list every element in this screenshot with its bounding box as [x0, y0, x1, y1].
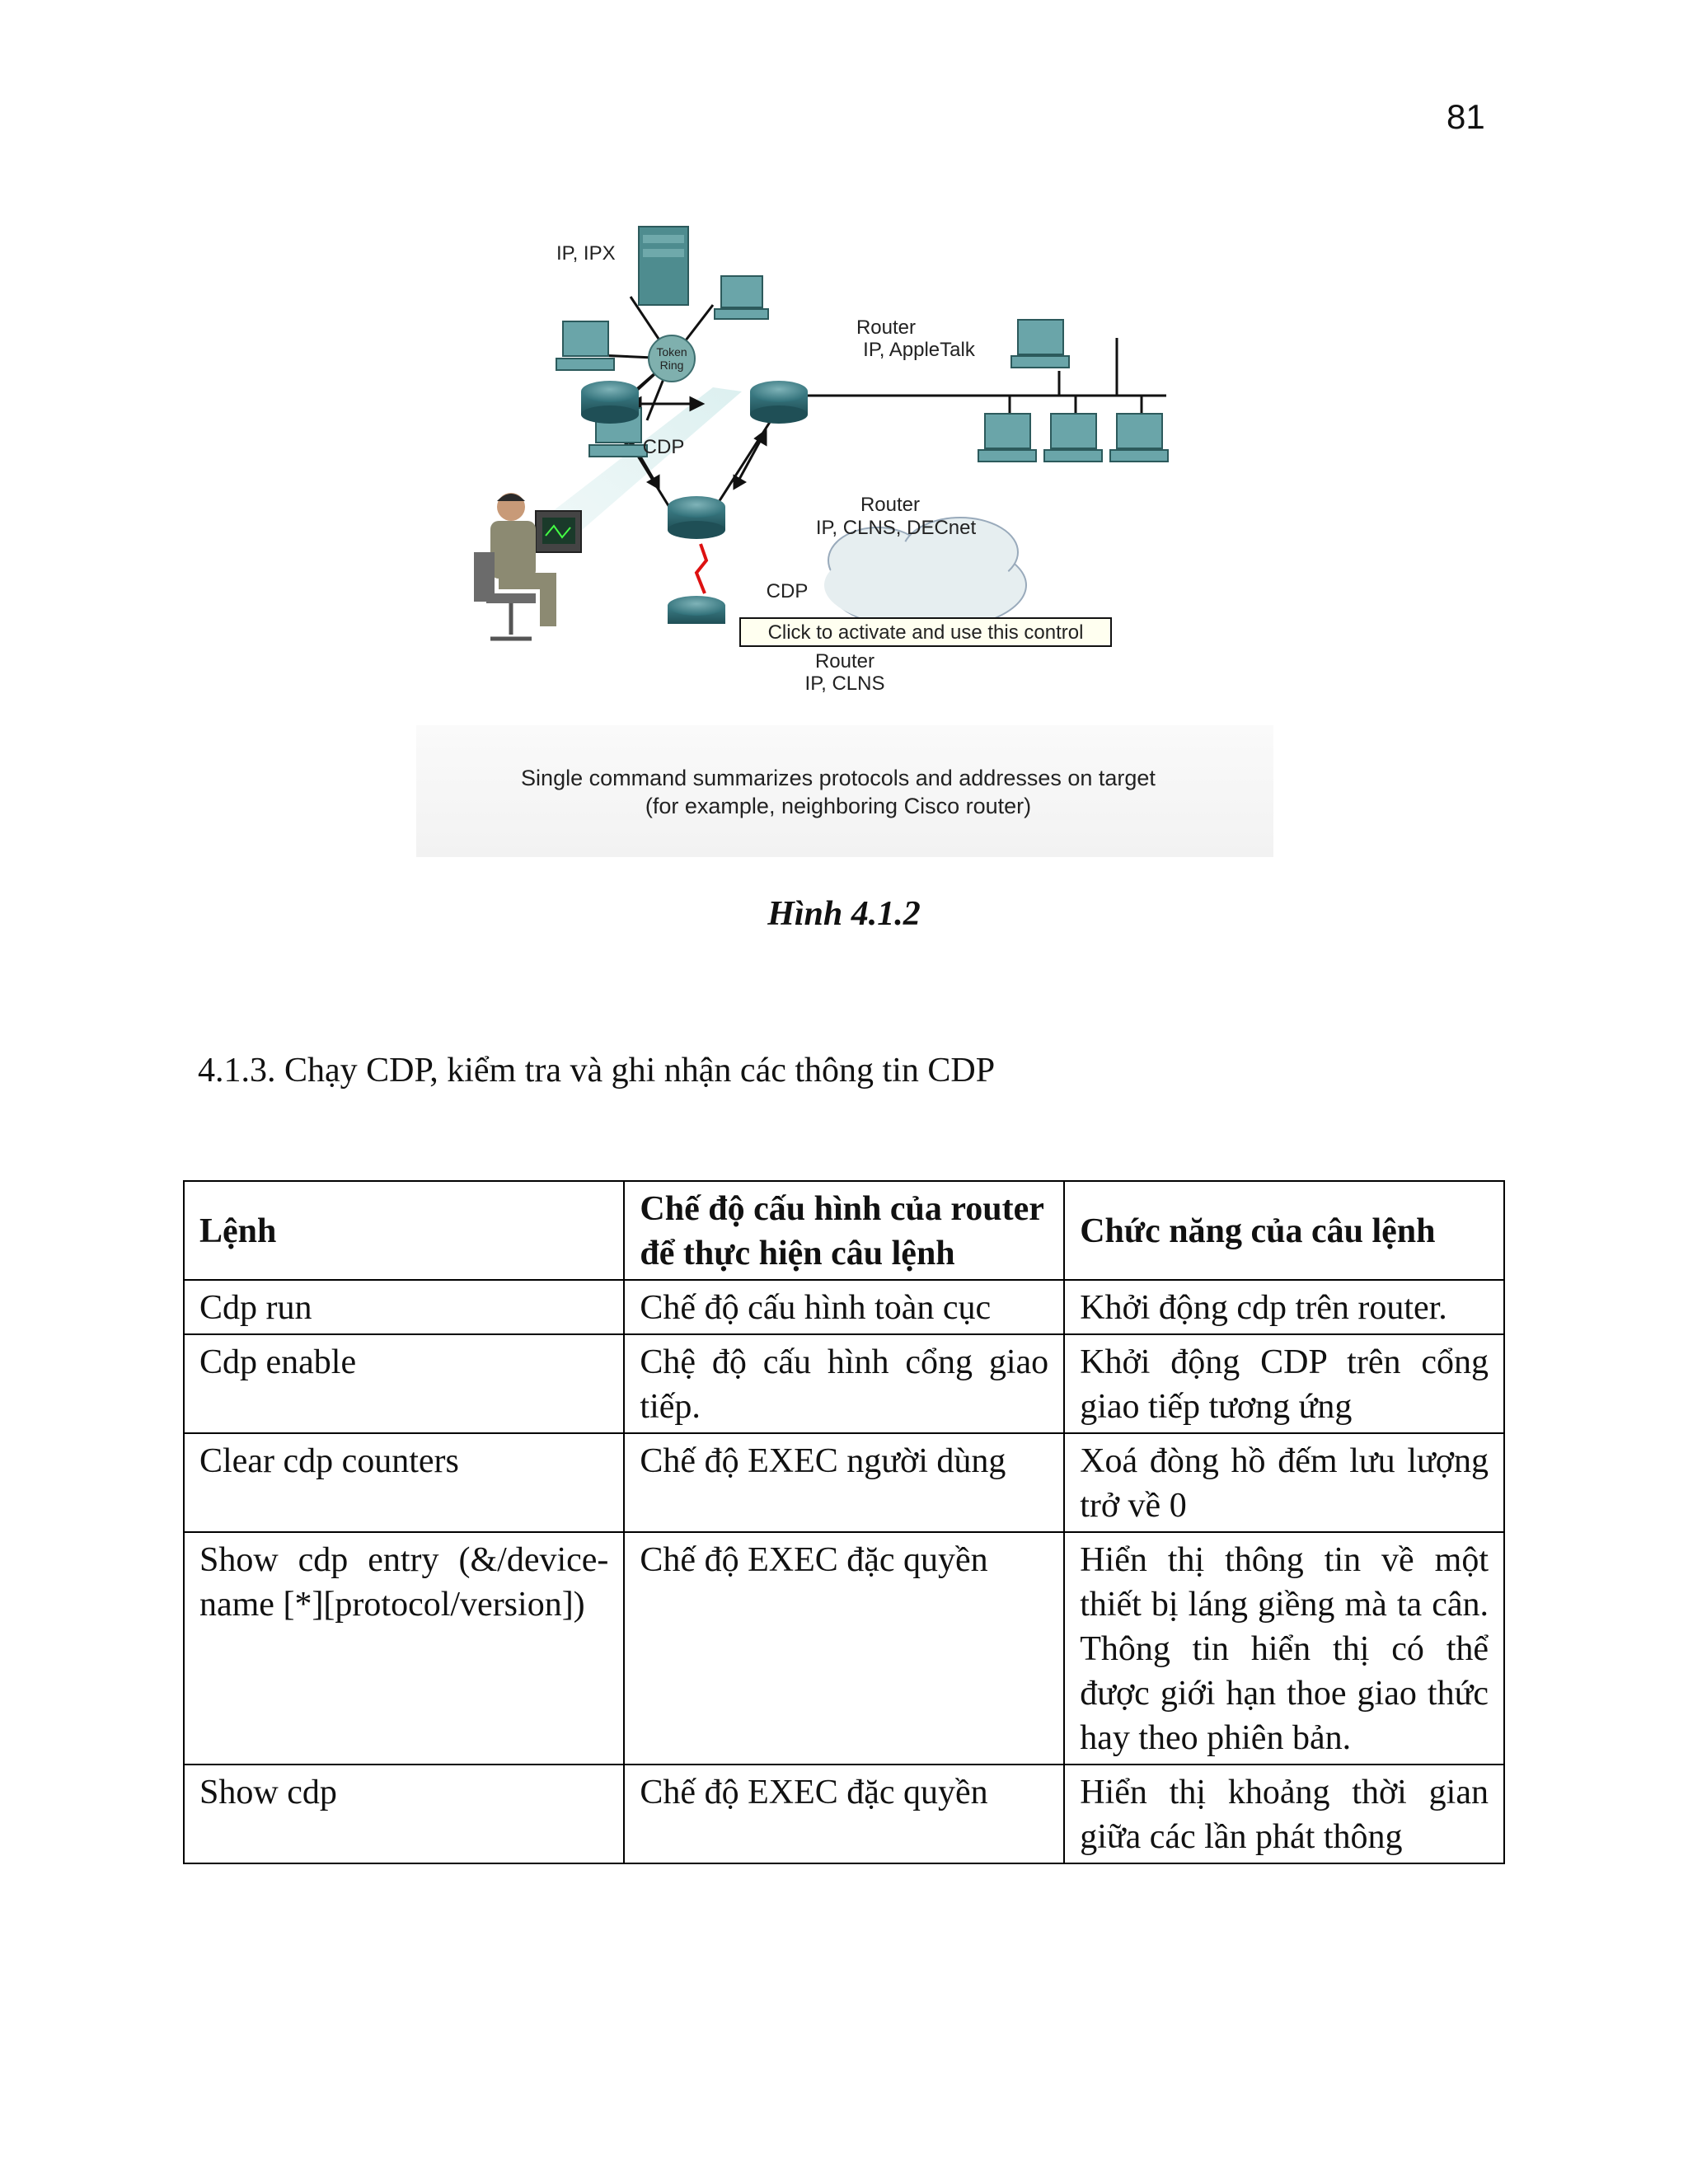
label-router-top: Router	[856, 316, 917, 339]
table-header-row	[184, 1181, 1504, 1280]
server-icon	[639, 227, 688, 305]
cell-function: Hiển thị thông tin về một thiết bị láng giềng mà ta cân. Thông tin hiển thị có thể được giới hạn thoe giao thức hay theo phiên bản.	[1064, 1532, 1504, 1765]
header-function: Chức năng của câu lệnh	[1064, 1181, 1504, 1280]
network-figure[interactable]	[416, 198, 1273, 857]
cell-mode: Chế độ EXEC đặc quyền	[624, 1532, 1064, 1765]
label-router-bottom-protocols: IP, CLNS	[804, 673, 885, 695]
cell-mode: Chế độ cấu hình toàn cục	[624, 1280, 1064, 1334]
label-router-mid-protocols: IP, CLNS, DECnet	[815, 517, 977, 539]
cell-function: Khởi động CDP trên cổng giao tiếp tương ứng	[1064, 1334, 1504, 1433]
router-icon-bottom	[668, 596, 725, 624]
figure-caption-line1: Single command summarizes protocols and addresses on target	[521, 766, 1156, 790]
router-icon-left	[581, 381, 639, 424]
table-row	[184, 1334, 1504, 1433]
cell-command: Clear cdp counters	[184, 1433, 624, 1532]
label-router-mid: Router	[860, 494, 921, 516]
label-router-top-protocols: IP, AppleTalk	[863, 339, 975, 361]
cdp-command-table	[183, 1180, 1505, 1864]
activate-control-tooltip	[740, 618, 1111, 646]
header-config-mode: Chế độ cấu hình của router để thực hiện câu lệnh	[624, 1181, 1064, 1280]
cell-function: Hiển thị khoảng thời gian giữa các lần phát thông	[1064, 1765, 1504, 1863]
table-row	[184, 1280, 1504, 1334]
serial-link	[696, 544, 706, 593]
label-router-bottom: Router	[814, 650, 875, 673]
svg-text:Ring: Ring	[659, 359, 684, 372]
label-cdp-bottom: CDP	[766, 580, 809, 602]
cell-mode: Chế độ EXEC đặc quyền	[624, 1765, 1064, 1863]
label-ip-ipx: IP, IPX	[556, 242, 616, 265]
cdp-network-diagram	[416, 198, 1273, 857]
cell-command: Show cdp	[184, 1765, 624, 1863]
router-icon-top	[750, 381, 808, 424]
cell-command: Show cdp entry (&/device-name [*][protocol/version])	[184, 1532, 624, 1765]
cell-command: Cdp run	[184, 1280, 624, 1334]
router-icon-middle	[668, 496, 725, 539]
cell-mode: Chế độ EXEC người dùng	[624, 1433, 1064, 1532]
token-ring-icon	[649, 335, 695, 382]
cell-function: Khởi động cdp trên router.	[1064, 1280, 1504, 1334]
cell-mode: Chệ độ cấu hình cổng giao tiếp.	[624, 1334, 1064, 1433]
cell-command: Cdp enable	[184, 1334, 624, 1433]
table-row	[184, 1433, 1504, 1532]
table-row	[184, 1532, 1504, 1765]
header-command: Lệnh	[184, 1181, 624, 1280]
svg-text:Token: Token	[656, 345, 687, 359]
figure-caption-line2: (for example, neighboring Cisco router)	[645, 794, 1032, 818]
figure-caption: Hình 4.1.2	[767, 895, 921, 933]
cell-function: Xoá đòng hồ đếm lưu lượng trở về 0	[1064, 1433, 1504, 1532]
label-cdp-center: CDP	[642, 436, 685, 458]
tooltip-text: Click to activate and use this control	[767, 621, 1084, 644]
page-number: 81	[1447, 97, 1485, 136]
table-row	[184, 1765, 1504, 1863]
administrator-icon	[474, 493, 581, 639]
section-heading: 4.1.3. Chạy CDP, kiểm tra và ghi nhận các thông tin CDP	[198, 1052, 996, 1090]
